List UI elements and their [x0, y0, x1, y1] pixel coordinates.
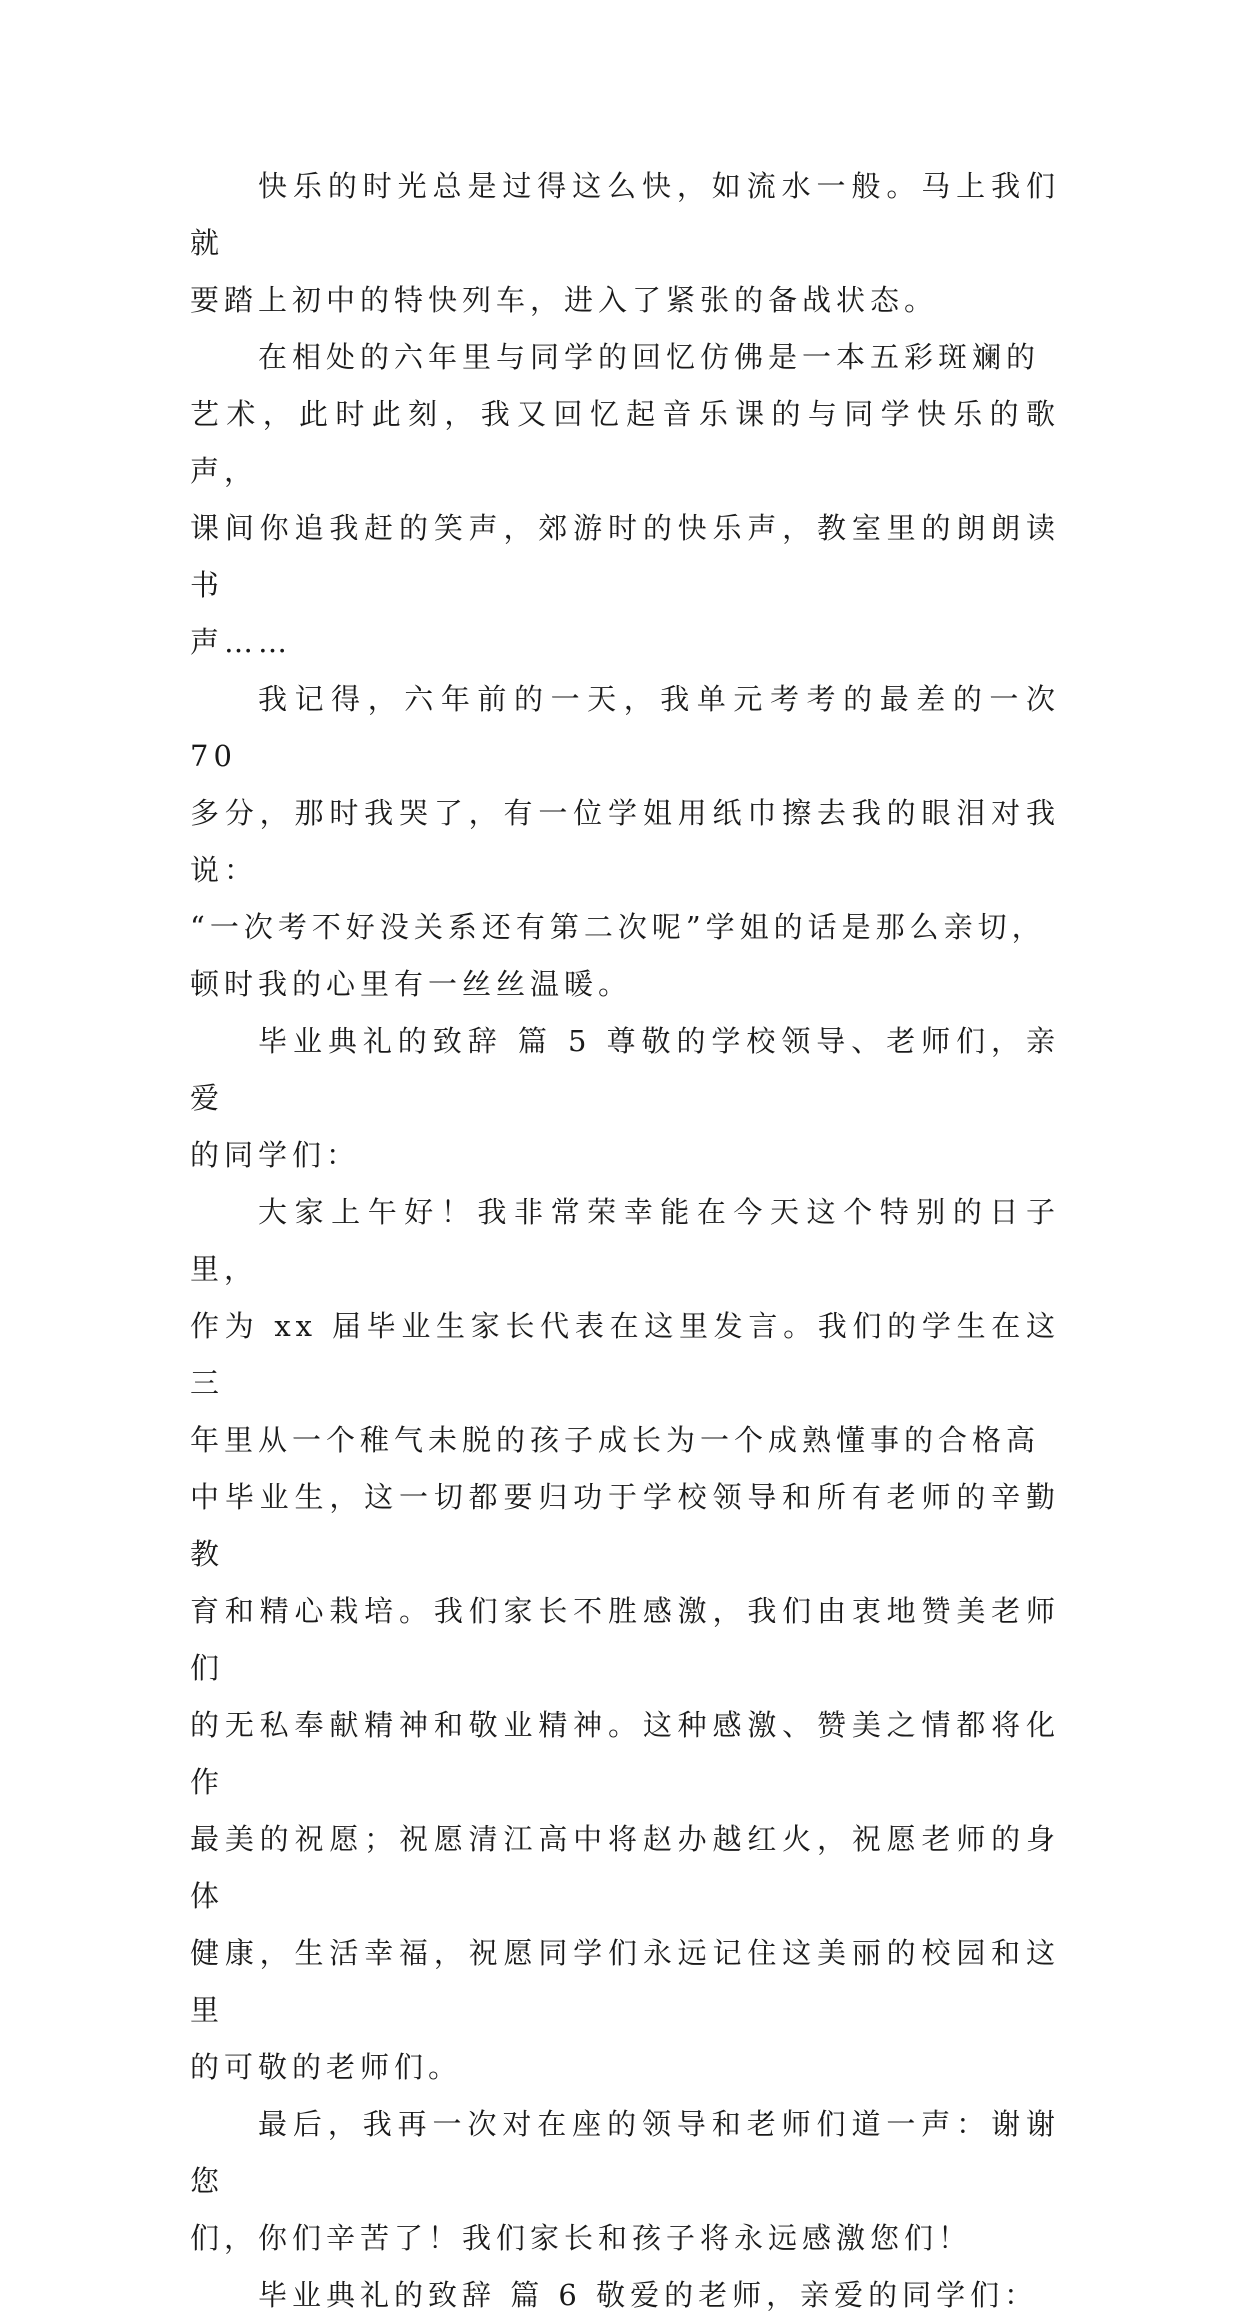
paragraph-3: 我记得，六年前的一天，我单元考考的最差的一次 70 多分，那时我哭了，有一位学姐用纸巾擦去我的眼泪对我说： “一次考不好没关系还有第二次呢”学姐的话是那么亲切， 顿时我的心里有一丝丝温暖。: [190, 682, 1060, 1001]
paragraph-4: 毕业典礼的致辞 篇 5 尊敬的学校领导、老师们，亲爱 的同学们：: [190, 1024, 1060, 1172]
paragraph-7: 毕业典礼的致辞 篇 6 敬爱的老师，亲爱的同学们：: [258, 2278, 1039, 2312]
paragraph-5: 大家上午好！我非常荣幸能在今天这个特别的日子里， 作为 xx 届毕业生家长代表在这里发言。我们的学生在这三 年里从一个稚气未脱的孩子成长为一个成熟懂事的合格高 中毕业生，这一切都要归功于学校领导和所有老师的辛勤教 育和精心栽培。我们家长不胜感激，我们由衷地赞美老师们 的无私奉献精神和敬业精神。这种感激、赞美之情都将化作 最美的祝愿；祝愿清江高中将赵办越红火，祝愿老师的身体 健康，生活幸福，祝愿同学们永远记住这美丽的校园和这里 的可敬的老师们。: [190, 1195, 1060, 2084]
document-body: [190, 158, 1060, 2324]
paragraph-1: 快乐的时光总是过得这么快，如流水一般。马上我们就 要踏上初中的特快列车，进入了紧张的备战状态。: [190, 169, 1060, 317]
paragraph-6: 最后，我再一次对在座的领导和老师们道一声：谢谢您 们，你们辛苦了！我们家长和孩子将永远感激您们！: [190, 2107, 1060, 2255]
paragraph-2: 在相处的六年里与同学的回忆仿佛是一本五彩斑斓的 艺术，此时此刻，我又回忆起音乐课的与同学快乐的歌声， 课间你追我赶的笑声，郊游时的快乐声，教室里的朗朗读书 声……: [190, 340, 1060, 659]
